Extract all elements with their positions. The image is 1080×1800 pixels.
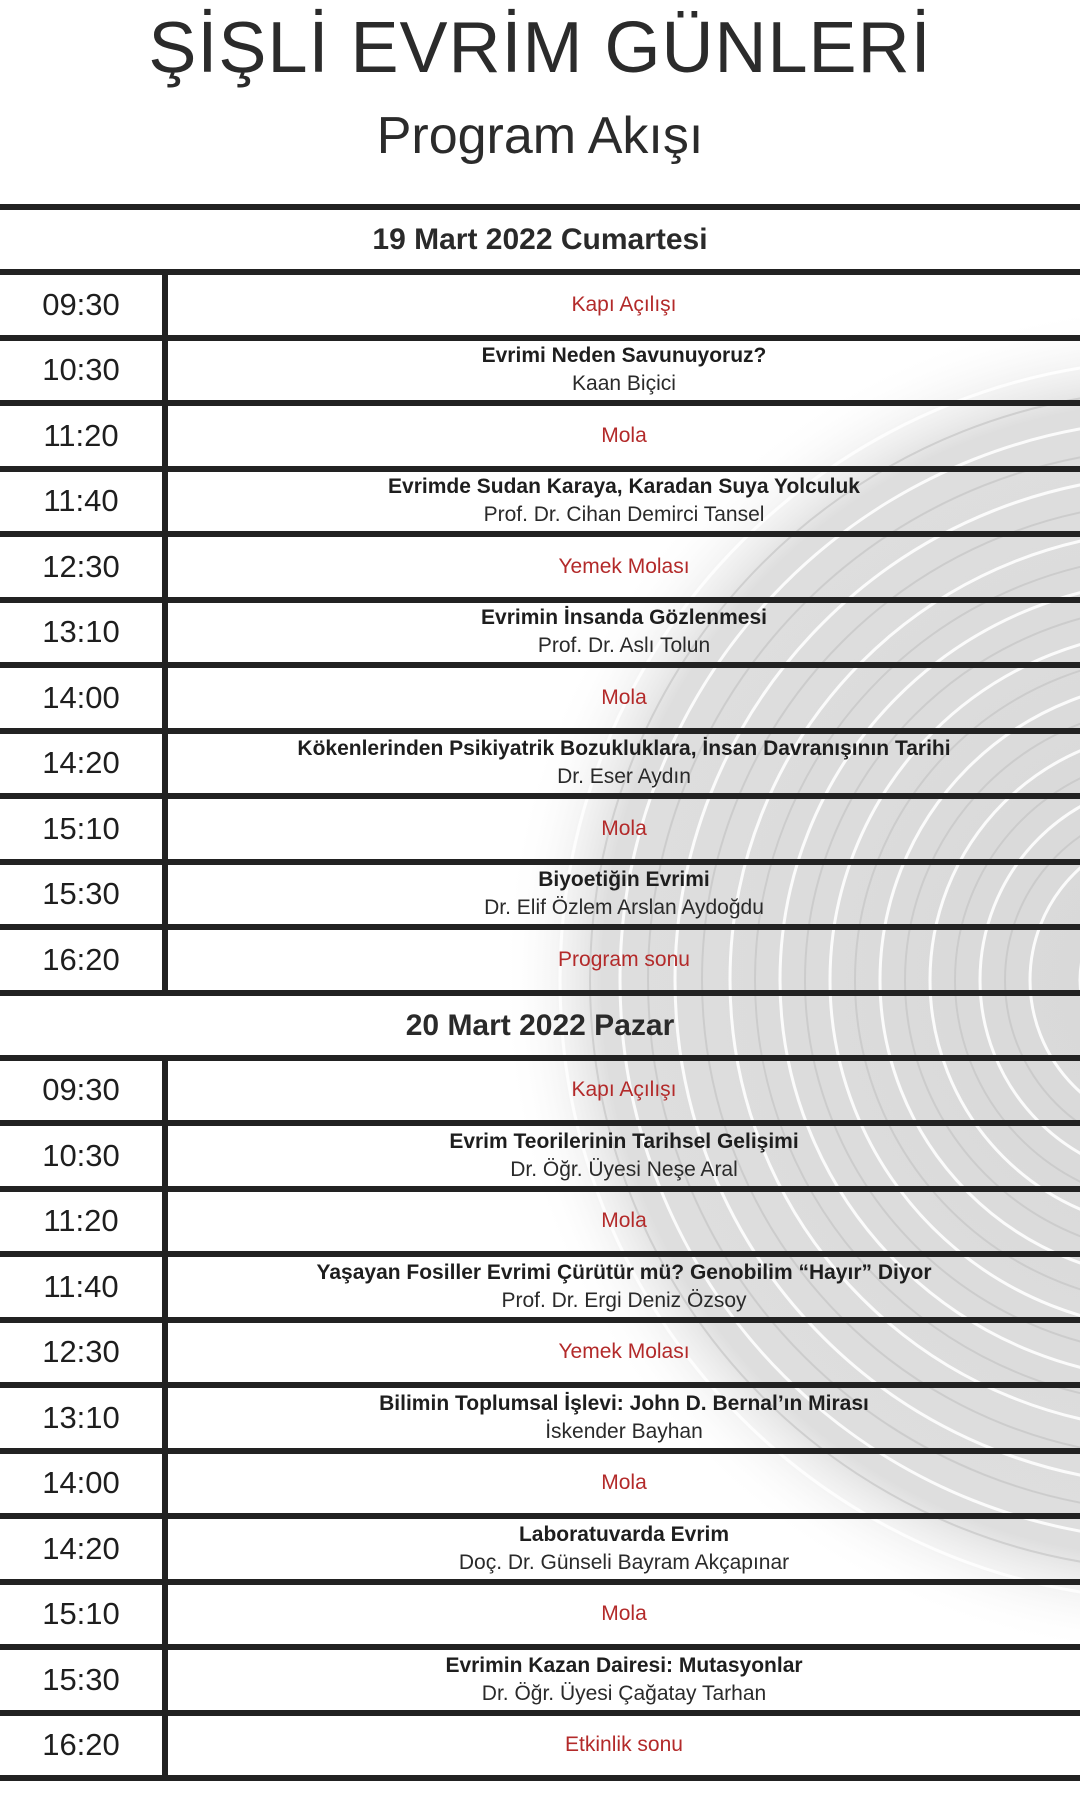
table-row [0,1585,1080,1651]
session-time: 10:30 [0,341,168,401]
session-cell [168,341,1080,401]
session-cell [168,1323,1080,1383]
talk-title: Yaşayan Fosiller Evrimi Çürütür mü? Genobilim “Hayır” Diyor [316,1260,932,1284]
talk-speaker: Dr. Öğr. Üyesi Çağatay Tarhan [481,1681,767,1705]
table-row [0,1061,1080,1127]
session-time: 14:20 [0,734,168,794]
break-label: Mola [601,1471,647,1495]
session-time: 09:30 [0,1061,168,1121]
table-row [0,668,1080,734]
talk-speaker: Prof. Dr. Ergi Deniz Özsoy [501,1288,747,1312]
talk-speaker: Kaan Biçici [572,372,676,396]
session-time: 13:10 [0,1388,168,1448]
session-time: 14:20 [0,1519,168,1579]
session-time: 14:00 [0,1454,168,1514]
session-time: 16:20 [0,930,168,990]
session-cell [168,472,1080,532]
table-row [0,1388,1080,1454]
session-cell [168,406,1080,466]
talk-title: Biyoetiğin Evrimi [538,868,710,892]
break-label: Yemek Molası [558,1340,690,1364]
break-label: Mola [601,1602,647,1626]
session-time: 11:20 [0,406,168,466]
break-label: Mola [601,423,647,447]
table-row [0,799,1080,865]
schedule-table [0,204,1080,1781]
session-cell [168,1388,1080,1448]
session-time: 13:10 [0,603,168,663]
table-row [0,1519,1080,1585]
session-cell [168,1257,1080,1317]
session-cell [168,865,1080,925]
session-cell [168,930,1080,990]
session-time: 11:20 [0,1192,168,1252]
session-cell [168,537,1080,597]
table-row [0,1454,1080,1520]
session-time: 15:10 [0,799,168,859]
session-cell [168,799,1080,859]
table-row [0,341,1080,407]
talk-speaker: Prof. Dr. Cihan Demirci Tansel [483,503,765,527]
talk-title: Evrimin İnsanda Gözlenmesi [481,606,767,630]
session-time: 12:30 [0,537,168,597]
table-row [0,472,1080,538]
page-subtitle: Program Akışı [376,107,704,165]
talk-speaker: Dr. Öğr. Üyesi Neşe Aral [510,1157,738,1181]
talk-title: Evrimde Sudan Karaya, Karadan Suya Yolculuk [388,475,860,499]
session-cell [168,1192,1080,1252]
session-time: 11:40 [0,1257,168,1317]
talk-title: Evrimin Kazan Dairesi: Mutasyonlar [445,1653,803,1677]
table-row [0,1716,1080,1782]
break-label: Mola [601,1209,647,1233]
session-time: 15:10 [0,1585,168,1645]
session-cell [168,1126,1080,1186]
session-cell [168,1061,1080,1121]
day-header: 19 Mart 2022 Cumartesi [0,210,1080,275]
table-row [0,1323,1080,1389]
session-time: 12:30 [0,1323,168,1383]
talk-speaker: Doç. Dr. Günseli Bayram Akçapınar [458,1550,790,1574]
table-row [0,1126,1080,1192]
session-time: 09:30 [0,275,168,335]
page-title: ŞİŞLİ EVRİM GÜNLERİ [148,8,932,88]
table-row [0,1192,1080,1258]
table-row [0,1257,1080,1323]
table-row [0,734,1080,800]
table-row [0,406,1080,472]
talk-speaker: Dr. Eser Aydın [557,765,691,789]
session-cell [168,603,1080,663]
break-label: Mola [601,816,647,840]
session-time: 15:30 [0,1650,168,1710]
talk-title: Evrim Teorilerinin Tarihsel Gelişimi [449,1129,799,1153]
talk-title: Bilimin Toplumsal İşlevi: John D. Bernal’ın Mirası [379,1391,869,1415]
session-cell [168,1716,1080,1776]
table-row [0,603,1080,669]
talk-title: Kökenlerinden Psikiyatrik Bozukluklara, İnsan Davranışının Tarihi [297,737,951,761]
break-label: Kapı Açılışı [571,1078,677,1102]
session-cell [168,734,1080,794]
day-header: 20 Mart 2022 Pazar [0,996,1080,1061]
talk-speaker: İskender Bayhan [545,1419,703,1443]
break-label: Mola [601,685,647,709]
table-row [0,275,1080,341]
table-row [0,865,1080,931]
talk-title: Laboratuvarda Evrim [518,1522,730,1546]
break-label: Program sonu [558,947,690,971]
session-cell [168,668,1080,728]
table-row [0,1650,1080,1716]
break-label: Etkinlik sonu [565,1733,683,1757]
table-row [0,537,1080,603]
table-row [0,930,1080,996]
session-cell [168,1454,1080,1514]
session-time: 14:00 [0,668,168,728]
session-time: 15:30 [0,865,168,925]
session-time: 10:30 [0,1126,168,1186]
session-cell [168,275,1080,335]
session-cell [168,1585,1080,1645]
break-label: Kapı Açılışı [571,292,677,316]
talk-speaker: Prof. Dr. Aslı Tolun [537,634,711,658]
talk-title: Evrimi Neden Savunuyoruz? [481,344,767,368]
session-time: 16:20 [0,1716,168,1776]
session-time: 11:40 [0,472,168,532]
talk-speaker: Dr. Elif Özlem Arslan Aydoğdu [484,896,764,920]
session-cell [168,1650,1080,1710]
break-label: Yemek Molası [558,554,690,578]
session-cell [168,1519,1080,1579]
